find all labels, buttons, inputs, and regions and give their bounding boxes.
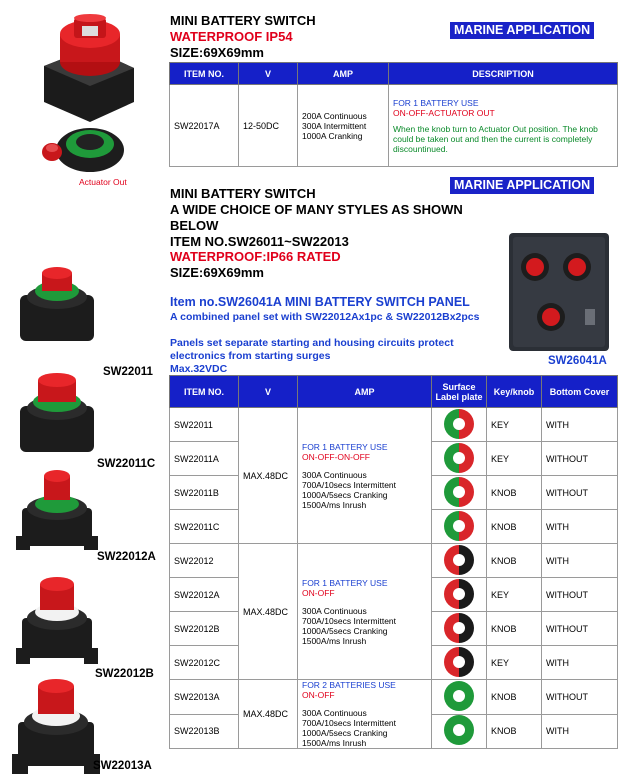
panel-desc-1: Panels set separate starting and housing circuits protect (170, 337, 454, 349)
bottom-cover-cell: WITHOUT (542, 476, 618, 510)
voltage-cell: MAX.48DC (239, 408, 298, 544)
key-knob-cell: KNOB (487, 680, 542, 715)
sw22011c-image (14, 372, 100, 454)
amp-cell: FOR 1 BATTERY USE ON-OFF 300A Continuous 700A/10secs Intermittent 1000A/5secs Cranking 1500A/ms Inrush (298, 544, 432, 680)
voltage-cell: MAX.48DC (239, 544, 298, 680)
section2-line3: BELOW (170, 218, 219, 233)
actuator-caption: Actuator Out (79, 177, 127, 187)
label-plate-icon (444, 545, 474, 575)
key-knob-cell: KEY (487, 646, 542, 680)
bottom-cover-cell: WITH (542, 510, 618, 544)
panel-subtitle: A combined panel set with SW22012Ax1pc & SW22012Bx2pcs (170, 311, 480, 323)
label-plate-icon (444, 409, 474, 439)
col-amp: AMP (298, 376, 432, 408)
label-plate-icon (444, 613, 474, 643)
label-plate-icon (444, 681, 474, 711)
panel-desc-3: Max.32VDC (170, 363, 228, 375)
sw22012b-image (14, 574, 100, 668)
bottom-cover-cell: WITH (542, 544, 618, 578)
label-plate-cell (432, 612, 487, 646)
bottom-cover-cell: WITHOUT (542, 442, 618, 476)
key-knob-cell: KNOB (487, 612, 542, 646)
label-plate-cell (432, 544, 487, 578)
panel-caption: SW26041A (548, 355, 607, 367)
amp-cell: FOR 1 BATTERY USE ON-OFF-ON-OFF 300A Continuous 700A/10secs Intermittent 1000A/5secs Cranking 1500A/ms Inrush (298, 408, 432, 544)
label-plate-icon (444, 647, 474, 677)
section1-title: MINI BATTERY SWITCH (170, 13, 316, 28)
label-plate-icon (444, 579, 474, 609)
left-caption-5: SW22013A (93, 760, 152, 772)
key-knob-cell: KNOB (487, 714, 542, 749)
left-caption-4: SW22012B (95, 668, 154, 680)
item-no-cell: SW22012 (170, 544, 239, 578)
col-key-knob: Key/knob (487, 376, 542, 408)
sw22012a-image (14, 468, 100, 552)
label-plate-icon (444, 477, 474, 507)
bottom-cover-cell: WITHOUT (542, 578, 618, 612)
key-knob-cell: KEY (487, 408, 542, 442)
label-plate-cell (432, 408, 487, 442)
col-item-no: ITEM NO. (170, 63, 239, 85)
panel-desc-2: electronics from starting surges (170, 350, 331, 362)
left-caption-2: SW22011C (97, 458, 156, 470)
switch-panel-image (509, 233, 609, 351)
section2-size: SIZE:69X69mm (170, 265, 264, 280)
label-plate-cell (432, 646, 487, 680)
item-no-cell: SW22013A (170, 680, 239, 715)
voltage-cell: MAX.48DC (239, 680, 298, 749)
amp-cell: FOR 2 BATTERIES USE ON-OFF 300A Continuous 700A/10secs Intermittent 1000A/5secs Cranking 1500A/ms Inrush (298, 680, 432, 749)
left-caption-3: SW22012A (97, 551, 156, 563)
label-plate-cell (432, 714, 487, 749)
item-no-cell: SW22017A (170, 85, 239, 167)
table-row (170, 85, 618, 167)
description-cell: FOR 1 BATTERY USE ON-OFF-ACTUATOR OUT When the knob turn to Actuator Out position. The knob could be taken out and then the current is completely discountinued. (389, 85, 618, 167)
label-plate-cell (432, 442, 487, 476)
key-knob-cell: KEY (487, 578, 542, 612)
key-knob-cell: KNOB (487, 476, 542, 510)
col-item-no: ITEM NO. (170, 376, 239, 408)
label-plate-cell (432, 680, 487, 715)
col-v: V (239, 63, 298, 85)
label-plate-icon (444, 715, 474, 745)
bottom-cover-cell: WITH (542, 714, 618, 749)
table-row (170, 408, 618, 442)
key-knob-cell: KNOB (487, 544, 542, 578)
amp-cell: 200A Continuous 300A Intermittent 1000A Cranking (298, 85, 389, 167)
item-no-cell: SW22011A (170, 442, 239, 476)
voltage-cell: 12-50DC (239, 85, 298, 167)
section2-item-range: ITEM NO.SW26011~SW22013 (170, 234, 349, 249)
bottom-cover-cell: WITH (542, 646, 618, 680)
spec-table-2 (169, 375, 618, 749)
col-label-plate: Surface Label plate (432, 376, 487, 408)
spec-table-1 (169, 62, 618, 167)
key-knob-cell: KNOB (487, 510, 542, 544)
key-knob-cell: KEY (487, 442, 542, 476)
item-no-cell: SW22011B (170, 476, 239, 510)
item-no-cell: SW22011 (170, 408, 239, 442)
panel-title: Item no.SW26041A MINI BATTERY SWITCH PANEL (170, 295, 470, 309)
item-no-cell: SW22013B (170, 714, 239, 749)
item-no-cell: SW22011C (170, 510, 239, 544)
item-no-cell: SW22012C (170, 646, 239, 680)
bottom-cover-cell: WITHOUT (542, 612, 618, 646)
label-plate-cell (432, 578, 487, 612)
sw22013a-image (10, 676, 102, 778)
col-description: DESCRIPTION (389, 63, 618, 85)
item-no-cell: SW22012A (170, 578, 239, 612)
table-row (170, 680, 618, 715)
section1-waterproof: WATERPROOF IP54 (170, 29, 293, 44)
col-v: V (239, 376, 298, 408)
actuator-switch-image (38, 120, 132, 176)
table-row (170, 544, 618, 578)
label-plate-icon (444, 511, 474, 541)
section1-size: SIZE:69X69mm (170, 45, 264, 60)
section2-line1: MINI BATTERY SWITCH (170, 186, 316, 201)
item-no-cell: SW22012B (170, 612, 239, 646)
marine-application-badge: MARINE APPLICATION (450, 22, 594, 39)
label-plate-icon (444, 443, 474, 473)
left-caption-1: SW22011 (103, 366, 153, 378)
battery-switch-image (38, 14, 138, 124)
col-amp: AMP (298, 63, 389, 85)
bottom-cover-cell: WITH (542, 408, 618, 442)
bottom-cover-cell: WITHOUT (542, 680, 618, 715)
col-bottom-cover: Bottom Cover (542, 376, 618, 408)
label-plate-cell (432, 510, 487, 544)
sw22011-image (14, 265, 100, 345)
label-plate-cell (432, 476, 487, 510)
marine-application-badge-2: MARINE APPLICATION (450, 177, 594, 194)
section2-line2: A WIDE CHOICE OF MANY STYLES AS SHOWN (170, 202, 463, 217)
section2-waterproof: WATERPROOF:IP66 RATED (170, 249, 341, 264)
